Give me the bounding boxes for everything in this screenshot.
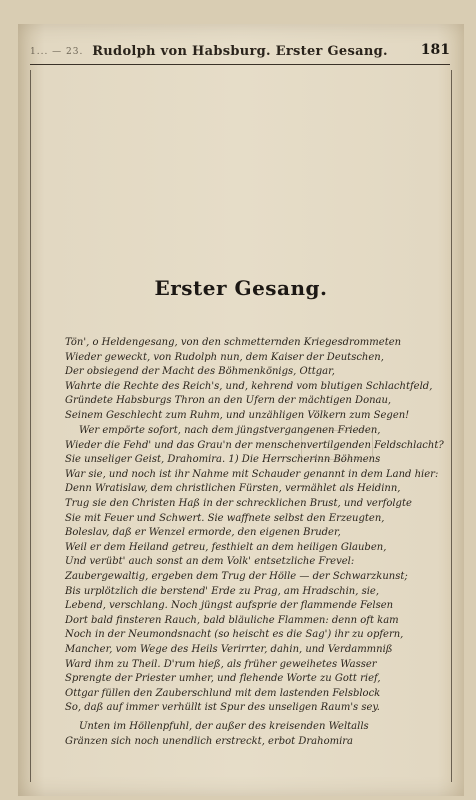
stanza-3 bbox=[65, 720, 465, 749]
page-number: 181 bbox=[420, 42, 450, 58]
verse-line: So, daß auf immer verhüllt ist Spur des unseligen Raum's sey. bbox=[65, 702, 380, 714]
stanza-1 bbox=[65, 336, 465, 424]
verse-line: Bis urplötzlich die berstend' Erde zu Prag, am Hradschin, sie, bbox=[65, 585, 380, 597]
book-page bbox=[18, 24, 464, 796]
verse-line: Wer empörte sofort, nach dem jüngstvergangenen Frieden, bbox=[79, 425, 381, 436]
verse-line: Trug sie den Christen Haß in der schrecklichen Brust, und verfolgte bbox=[65, 497, 412, 509]
verse-line: Gränzen sich noch unendlich erstreckt, erbot Drahomira bbox=[65, 735, 354, 747]
verse-line: Gründete Habsburgs Thron an den Ufern der mächtigen Donau, bbox=[65, 395, 392, 407]
verse-line: Wieder die Fehd' und das Grau'n der menschenvertilgenden Feldschlacht? bbox=[65, 439, 444, 451]
verse-line: Mancher, vom Wege des Heils Verirrter, dahin, und Verdammniß bbox=[65, 643, 393, 655]
verse-line: Sie unseliger Geist, Drahomira. 1) Die Herrscherinn Böhmens bbox=[65, 454, 381, 466]
verse-line: Sprengte der Priester umher, und flehende Worte zu Gott rief, bbox=[65, 673, 381, 685]
verse-line: Zaubergewaltig, ergeben dem Trug der Hölle — der Schwarzkunst; bbox=[65, 570, 408, 582]
printer-signature: 1... — 23. bbox=[30, 47, 84, 57]
verse-line: Lebend, verschlang. Noch jüngst aufsprie der flammende Felsen bbox=[65, 600, 394, 612]
verse-line: Ward ihm zu Theil. D'rum hieß, als früher geweihetes Wasser bbox=[65, 658, 377, 670]
verse-line: Der obsiegend der Macht des Böhmenkönigs, Ottgar, bbox=[65, 366, 335, 378]
verse-line: Denn Wratislaw, dem christlichen Fürsten, vermählet als Heidinn, bbox=[65, 483, 401, 495]
verse-line: Noch in der Neumondsnacht (so heischt es die Sag') ihr zu opfern, bbox=[65, 629, 404, 641]
verse-line: Dort bald finsteren Rauch, bald bläuliche Flammen: denn oft kam bbox=[65, 614, 399, 626]
verse-line: Und verübt' auch sonst an dem Volk' entsetzliche Frevel: bbox=[65, 556, 355, 568]
verse-line: Tön', o Heldengesang, von den schmetternden Kriegesdrommeten bbox=[65, 337, 402, 348]
running-head: Rudolph von Habsburg. Erster Gesang. bbox=[92, 44, 388, 59]
verse-line: Sie mit Feuer und Schwert. Sie waffnete selbst den Erzeugten, bbox=[65, 512, 385, 524]
verse-line: Boleslav, daß er Wenzel ermorde, den eigenen Bruder, bbox=[65, 527, 341, 539]
stanza-2 bbox=[65, 424, 465, 716]
verse-line: Wieder geweckt, von Rudolph nun, dem Kaiser der Deutschen, bbox=[65, 351, 384, 363]
verse-line: Ottgar füllen den Zauberschlund mit dem lastenden Felsblock bbox=[65, 687, 381, 699]
verse-line: Weil er dem Heiland getreu, festhielt an dem heiligen Glauben, bbox=[65, 541, 387, 553]
verse-line: Seinem Geschlecht zum Ruhm, und unzähligen Völkern zum Segen! bbox=[65, 409, 410, 421]
verse-line: Unten im Höllenpfuhl, der außer des kreisenden Weltalls bbox=[79, 721, 369, 732]
text-frame bbox=[30, 70, 452, 782]
verse-line: War sie, und noch ist ihr Nahme mit Schauder genannt in dem Land hier: bbox=[65, 468, 439, 480]
verse-line: Wahrte die Rechte des Reich's, und, kehrend vom blutigen Schlachtfeld, bbox=[65, 380, 433, 392]
canto-title: Erster Gesang. bbox=[154, 276, 328, 300]
page-header bbox=[30, 42, 450, 65]
